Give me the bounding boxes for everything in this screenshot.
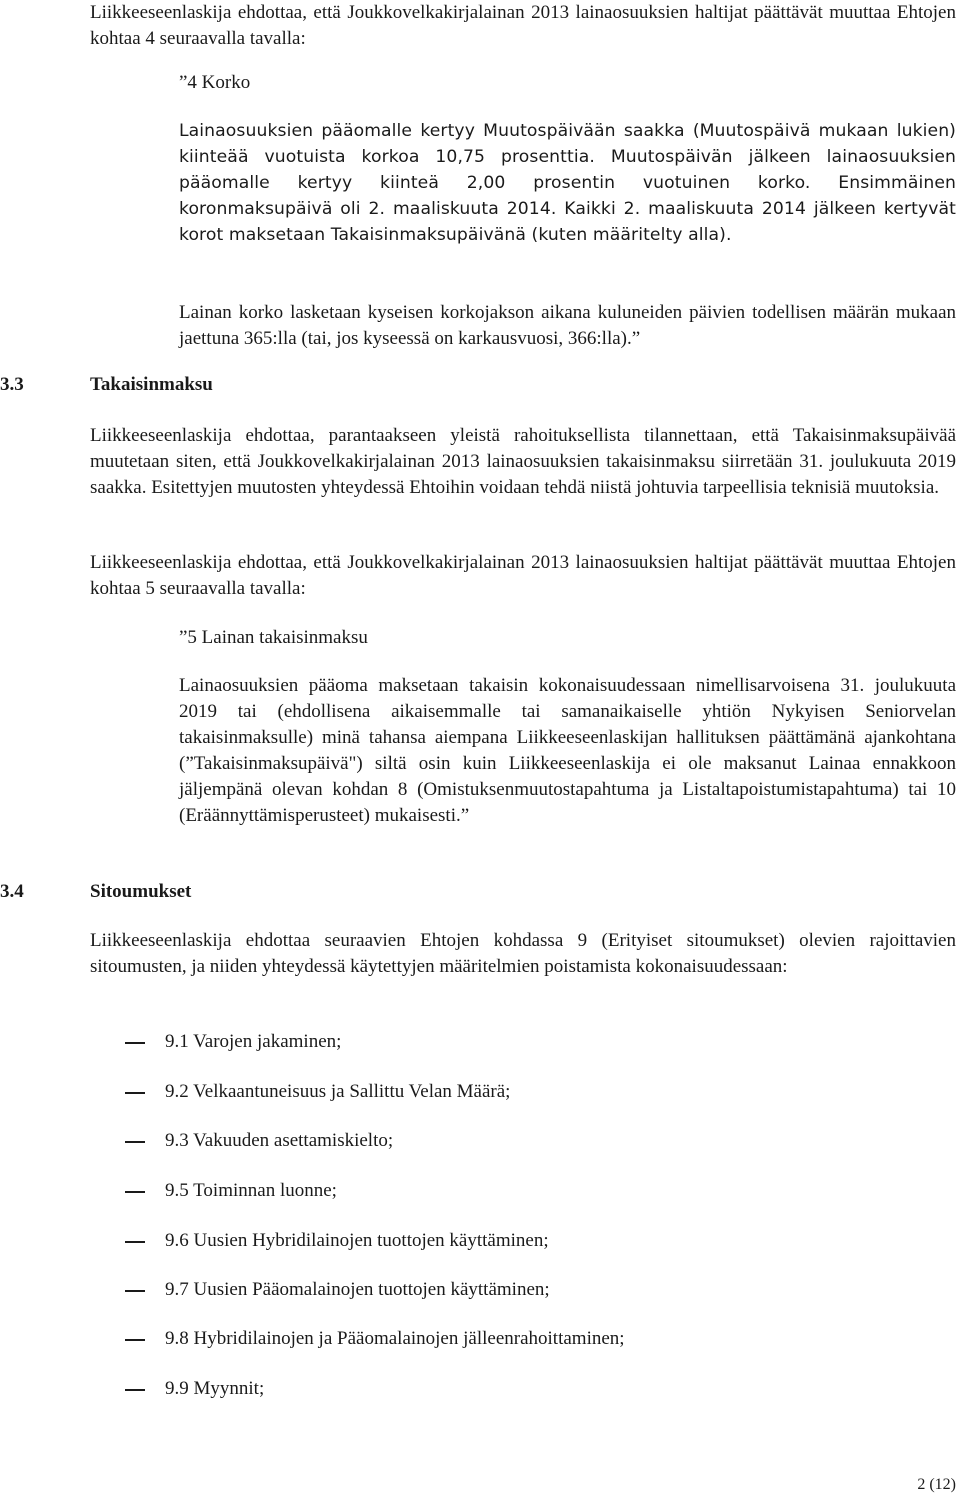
paragraph-section-3-4: Liikkeeseenlaskija ehdottaa seuraavien Ehtojen kohdassa 9 (Erityiset sitoumukset) olevien rajoittavien sitoumusten, ja niiden yhteydessä käytettyjen määritelmien poistamista kokonaisuudessaan:	[90, 930, 956, 977]
list-item-text: 9.8 Hybridilainojen ja Pääomalainojen jälleenrahoittaminen;	[165, 1328, 625, 1349]
list-item-text: 9.1 Varojen jakaminen;	[165, 1031, 342, 1052]
quote-body-korko: Lainaosuuksien pääomalle kertyy Muutospäivään saakka (Muutospäivä mukaan lukien) kiinteää vuotuista korkoa 10,75 prosenttia. Muutospäivän jälkeen lainaosuuksien pääomalle kertyy kiinteä 2,00 prosentin vuotuinen korko. Ensimmäinen koronmaksupäivä oli 2. maaliskuuta 2014. Kaikki 2. maaliskuuta 2014 jälkeen kertyvät korot maksetaan Takaisinmaksupäivänä (kuten määritelty alla).	[179, 121, 956, 245]
list-item-text: 9.6 Uusien Hybridilainojen tuottojen käyttäminen;	[165, 1230, 549, 1251]
quote-body-korko-calculation: Lainan korko lasketaan kyseisen korkojakson aikana kuluneiden päivien todellisen määrän mukaan jaettuna 365:lla (tai, jos kyseessä on karkausvuosi, 366:lla).”	[179, 302, 956, 349]
list-item-text: 9.7 Uusien Pääomalainojen tuottojen käyttäminen;	[165, 1279, 550, 1300]
section-title: Sitoumukset	[90, 881, 192, 902]
list-item-text: 9.9 Myynnit;	[165, 1378, 265, 1399]
section-number: 3.3	[0, 374, 24, 395]
section-heading-3-4	[0, 879, 192, 905]
intro-paragraph-section-4: Liikkeeseenlaskija ehdottaa, että Joukkovelkakirjalainan 2013 lainaosuuksien haltijat päättävät muuttaa Ehtojen kohtaa 4 seuraavalla tavalla:	[90, 2, 956, 49]
section-heading-3-3	[0, 372, 213, 398]
dash-bullet-icon	[125, 1389, 145, 1391]
section-title: Takaisinmaksu	[90, 374, 213, 395]
list-item-text: 9.5 Toiminnan luonne;	[165, 1180, 337, 1201]
dash-bullet-icon	[125, 1092, 145, 1094]
paragraph-section-3-3: Liikkeeseenlaskija ehdottaa, parantaakseen yleistä rahoituksellista tilannettaan, että Takaisinmaksupäivää muutetaan siten, että Joukkovelkakirjalainan 2013 lainaosuuksien takaisinmaksu siirretään 31. joulukuuta 2019 saakka. Esitettyjen muutosten yhteydessä Ehtoihin voidaan tehdä niistä johtuvia tarpeellisia teknisiä muutoksia.	[90, 425, 956, 498]
list-item-text: 9.3 Vakuuden asettamiskielto;	[165, 1130, 394, 1151]
page-number: 2 (12)	[917, 1476, 956, 1493]
dash-bullet-icon	[125, 1042, 145, 1044]
dash-bullet-icon	[125, 1290, 145, 1292]
section-number: 3.4	[0, 881, 24, 902]
quote-title-takaisinmaksu: ”5 Lainan takaisinmaksu	[179, 627, 368, 648]
dash-bullet-icon	[125, 1191, 145, 1193]
quote-body-takaisinmaksu: Lainaosuuksien pääoma maksetaan takaisin kokonaisuudessaan nimellisarvoisena 31. joulukuuta 2019 tai (ehdollisena aikaisemmalle tai samanaikaiselle yhtiön Nykyisen Seniorvelan takaisinmaksulle) minä tahansa aiempana Liikkeeseenlaskijan hallituksen päättämänä ajankohtana (”Takaisinmaksupäivä") siltä osin kuin Liikkeeseenlaskija ei ole maksanut Lainaa ennakkoon jäljempänä olevan kohdan 8 (Omistuksenmuutostapahtuma ja Listaltapoistumistapahtuma) tai 10 (Eräännyttämisperusteet) mukaisesti.”	[179, 675, 956, 826]
dash-bullet-icon	[125, 1241, 145, 1243]
dash-bullet-icon	[125, 1141, 145, 1143]
intro-paragraph-section-5: Liikkeeseenlaskija ehdottaa, että Joukkovelkakirjalainan 2013 lainaosuuksien haltijat päättävät muuttaa Ehtojen kohtaa 5 seuraavalla tavalla:	[90, 552, 956, 599]
list-item-text: 9.2 Velkaantuneisuus ja Sallittu Velan Määrä;	[165, 1081, 511, 1102]
quote-title-korko: ”4 Korko	[179, 72, 251, 93]
dash-bullet-icon	[125, 1339, 145, 1341]
